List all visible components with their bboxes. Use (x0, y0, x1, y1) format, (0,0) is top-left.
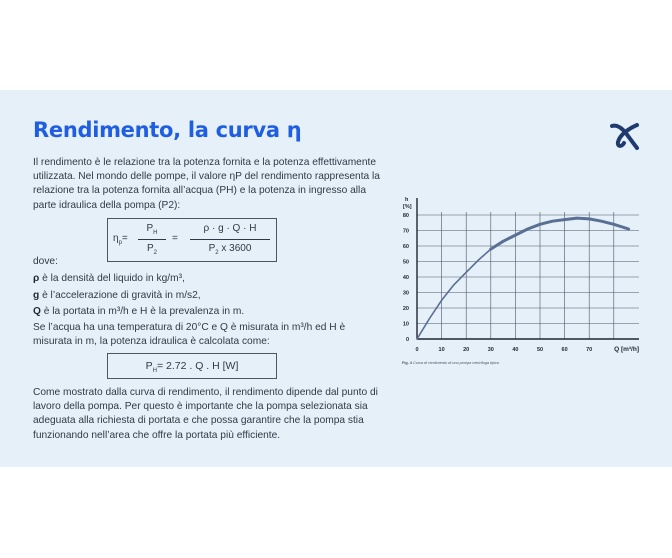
y-tick-label: 70 (402, 228, 409, 235)
y-tick-label: 80 (402, 213, 409, 219)
y-tick-label: 60 (402, 244, 409, 250)
figure-caption: Fig. 4 Curva di rendimento di una pompa centrifuga tipica (402, 361, 499, 365)
definitions-list (33, 271, 383, 321)
y-tick-label: 0 (405, 337, 409, 343)
formula-fraction-rho: ρ · g · Q · H $P_2$ x 3600 (190, 223, 270, 256)
dove-label: dove: (33, 256, 58, 267)
x-tick-label: 20 (463, 347, 470, 353)
y-tick-label: 40 (402, 275, 409, 281)
condition-paragraph: Se l’acqua ha una temperatura di 20°C e Q è misurata in m³/h ed H è misurata in m, la potenza idraulica è calcolata come: (33, 322, 346, 348)
x-axis-label: Q [m³/h] (614, 346, 639, 353)
x-tick-label: 10 (438, 347, 445, 353)
efficiency-curve (417, 218, 629, 339)
brand-logo-icon (610, 122, 640, 150)
formula-eta: $\eta_p=$ (113, 233, 128, 246)
y-axis-unit: [%] (403, 204, 412, 210)
x-tick-label: 0 (415, 347, 419, 353)
x-tick-label: 50 (536, 347, 544, 353)
y-tick-label: 50 (402, 259, 409, 266)
formula-equals: = (172, 233, 178, 244)
formula-fraction-ph-p2: $P_H$ $P_2$ (137, 223, 167, 256)
definition-g: g è l’accelerazione di gravità in m/s2, (33, 289, 201, 301)
hydraulic-power-formula-box: $P_H= 2.72$ . Q . H [W] (107, 353, 277, 379)
y-tick-label: 30 (402, 290, 409, 297)
efficiency-curve-chart (390, 190, 650, 370)
x-tick-label: 30 (487, 347, 494, 353)
x-tick-label: 40 (512, 347, 519, 353)
definition-q: Q è la portata in m³/h e H è la prevalenza in m. (33, 306, 245, 317)
y-tick-label: 20 (402, 306, 409, 312)
y-axis-label: h (405, 197, 409, 203)
page-title: Rendimento, la curva η (33, 118, 302, 142)
y-tick-label: 10 (402, 321, 409, 328)
x-tick-label: 70 (586, 347, 593, 353)
intro-paragraph: Il rendimento è le relazione tra la potenza fornita e la potenza effettivamente utilizzata. Nel mondo delle pompe, il valore ηP del rendimento rappresenta la relazione tra la potenza fornita all’acqua (PH) e la potenza in ingresso alla parte idraulica della pompa (P2): (33, 157, 380, 211)
efficiency-curve-highlight (491, 218, 629, 249)
definition-rho: ρ è la densità del liquido in kg/m³, (33, 273, 185, 284)
conclusion-paragraph: Come mostrato dalla curva di rendimento, il rendimento dipende dal punto di lavoro della pompa. Per questo è importante che la pompa selezionata sia adeguata alla richiesta di portata e che possa garantire che la pompa stia funzionando nell’area che offre la portata più efficiente. (33, 387, 378, 441)
x-tick-label: 60 (561, 347, 568, 353)
